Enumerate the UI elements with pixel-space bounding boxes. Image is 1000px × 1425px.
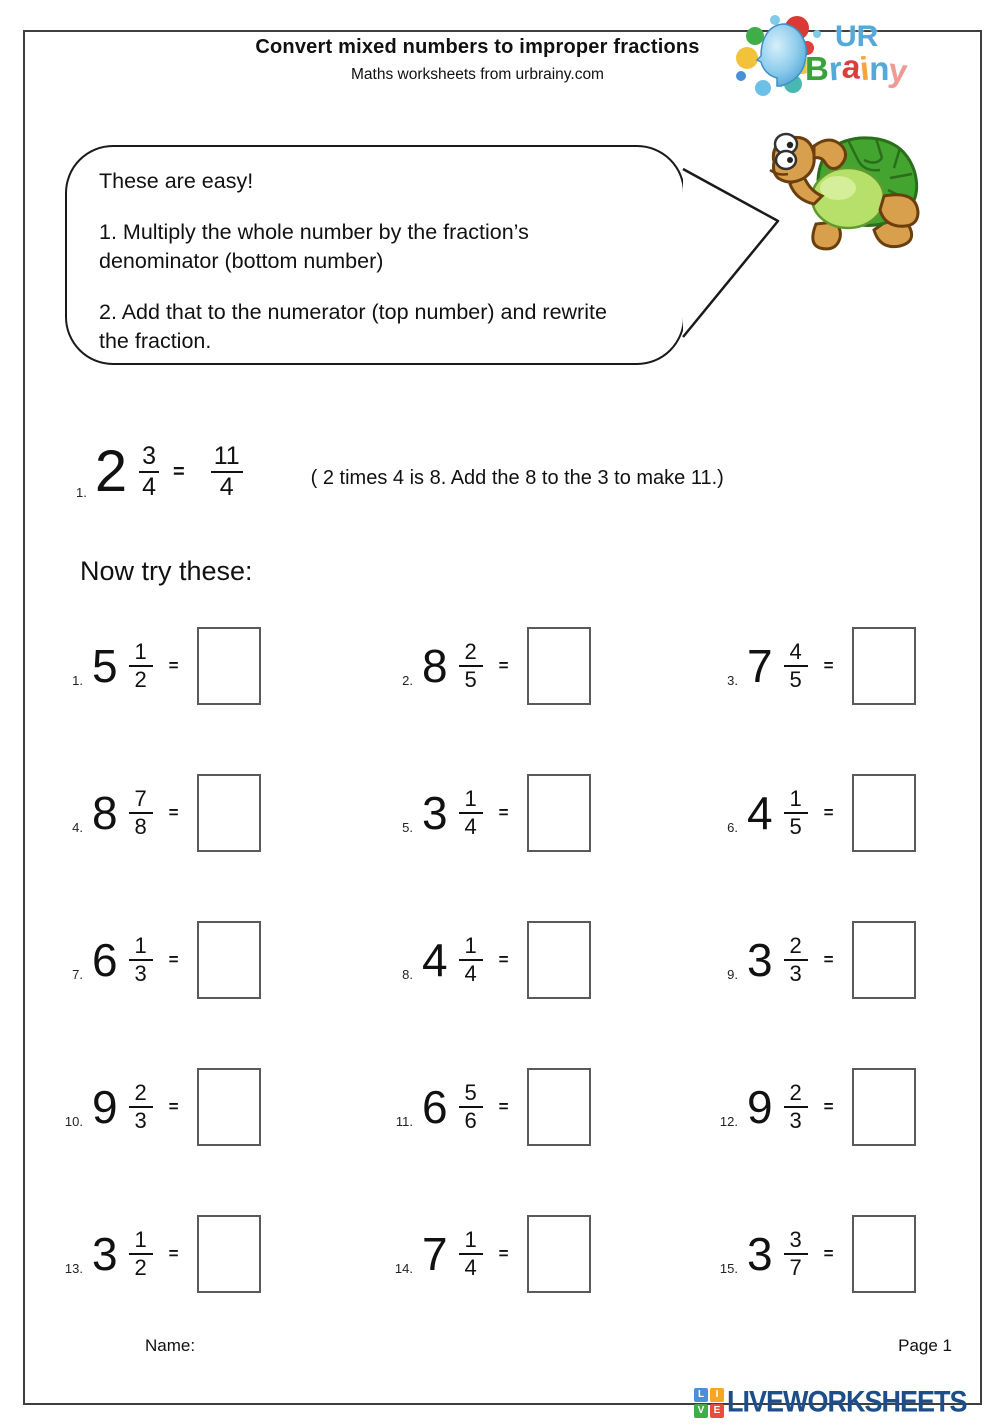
fraction-denominator: 4 xyxy=(219,473,234,501)
equals-sign: = xyxy=(168,1097,179,1116)
fraction-numerator: 2 xyxy=(789,933,802,958)
answer-box[interactable] xyxy=(852,774,916,852)
fraction-denominator: 3 xyxy=(789,961,802,986)
problem-fraction xyxy=(129,1082,153,1132)
problem-whole-number: 5 xyxy=(92,640,118,692)
fraction-denominator: 4 xyxy=(464,1255,477,1280)
brainy-letter: B xyxy=(805,50,829,87)
answer-box[interactable] xyxy=(852,1068,916,1146)
example-note: ( 2 times 4 is 8. Add the 8 to the 3 to make 11.) xyxy=(310,466,724,489)
page-subtitle: Maths worksheets from urbrainy.com xyxy=(351,66,604,83)
problem-number: 13. xyxy=(64,1260,83,1276)
problem-11 xyxy=(385,1057,710,1157)
problem-whole-number: 9 xyxy=(92,1081,118,1133)
equals-sign: = xyxy=(173,460,185,483)
problem-fraction xyxy=(459,1229,483,1279)
equals-sign: = xyxy=(168,803,179,822)
speech-bubble xyxy=(65,145,685,365)
urbrainy-logo xyxy=(733,12,938,104)
problem-number: 12. xyxy=(719,1113,738,1129)
problem-3 xyxy=(710,616,960,716)
brainy-letter: a xyxy=(840,47,862,86)
answer-box[interactable] xyxy=(527,627,591,705)
fraction-numerator: 11 xyxy=(213,442,240,470)
fraction-numerator: 7 xyxy=(134,786,147,811)
problem-number: 7. xyxy=(72,966,83,982)
answer-box[interactable] xyxy=(197,627,261,705)
fraction-numerator: 1 xyxy=(464,786,477,811)
answer-box[interactable] xyxy=(852,627,916,705)
problem-12 xyxy=(710,1057,960,1157)
grid-tile: L xyxy=(694,1388,708,1402)
fraction-numerator: 2 xyxy=(789,1080,802,1105)
problem-number: 9. xyxy=(727,966,738,982)
fraction-numerator: 2 xyxy=(134,1080,147,1105)
problem-whole-number: 7 xyxy=(422,1228,448,1280)
urbrainy-brainy-text xyxy=(805,47,910,90)
fraction-numerator: 2 xyxy=(464,639,477,664)
fraction-denominator: 5 xyxy=(464,667,477,692)
answer-box[interactable] xyxy=(197,1215,261,1293)
equals-sign: = xyxy=(823,950,834,969)
problem-13 xyxy=(40,1204,385,1304)
problem-number: 15. xyxy=(719,1260,738,1276)
equals-sign: = xyxy=(498,1097,509,1116)
example-fraction xyxy=(139,444,159,500)
problem-6 xyxy=(710,763,960,863)
problem-whole-number: 3 xyxy=(422,787,448,839)
problem-fraction xyxy=(459,641,483,691)
answer-box[interactable] xyxy=(527,1068,591,1146)
problem-fraction xyxy=(459,1082,483,1132)
example-result-fraction xyxy=(211,444,243,500)
fraction-numerator: 1 xyxy=(134,1227,147,1252)
speech-bubble-tail xyxy=(681,155,783,345)
fraction-denominator: 6 xyxy=(464,1108,477,1133)
problem-fraction xyxy=(784,935,808,985)
problem-number: 10. xyxy=(64,1113,83,1129)
brainy-letter: y xyxy=(887,51,910,90)
answer-box[interactable] xyxy=(852,1215,916,1293)
fraction-denominator: 3 xyxy=(134,961,147,986)
problem-1 xyxy=(40,616,385,716)
problem-15 xyxy=(710,1204,960,1304)
problem-fraction xyxy=(784,641,808,691)
brainy-letter: n xyxy=(869,50,890,87)
fraction-numerator: 3 xyxy=(789,1227,802,1252)
problem-number: 8. xyxy=(402,966,413,982)
problem-number: 6. xyxy=(727,819,738,835)
problem-whole-number: 9 xyxy=(747,1081,773,1133)
brainy-letter: r xyxy=(827,49,843,88)
problem-whole-number: 6 xyxy=(422,1081,448,1133)
equals-sign: = xyxy=(498,950,509,969)
problem-fraction xyxy=(129,641,153,691)
answer-box[interactable] xyxy=(197,1068,261,1146)
page-title: Convert mixed numbers to improper fractions xyxy=(255,36,700,58)
fraction-numerator: 5 xyxy=(464,1080,477,1105)
equals-sign: = xyxy=(168,1244,179,1263)
problem-7 xyxy=(40,910,385,1010)
fraction-numerator: 1 xyxy=(789,786,802,811)
fraction-numerator: 1 xyxy=(464,1227,477,1252)
problem-whole-number: 8 xyxy=(422,640,448,692)
problem-whole-number: 7 xyxy=(747,640,773,692)
worked-example xyxy=(76,439,724,504)
grid-tile: V xyxy=(694,1404,708,1418)
page-number-label: Page 1 xyxy=(898,1336,952,1355)
fraction-denominator: 4 xyxy=(142,473,157,501)
problem-fraction xyxy=(459,788,483,838)
equals-sign: = xyxy=(498,803,509,822)
problem-number: 1. xyxy=(72,672,83,688)
problem-number: 5. xyxy=(402,819,413,835)
problem-number: 3. xyxy=(727,672,738,688)
fraction-denominator: 2 xyxy=(134,1255,147,1280)
fraction-numerator: 1 xyxy=(134,639,147,664)
bubble-intro: These are easy! xyxy=(99,169,254,193)
equals-sign: = xyxy=(498,1244,509,1263)
problem-14 xyxy=(385,1204,710,1304)
answer-box[interactable] xyxy=(197,921,261,999)
problem-number: 11. xyxy=(395,1113,413,1129)
answer-box[interactable] xyxy=(527,774,591,852)
answer-box[interactable] xyxy=(527,921,591,999)
liveworksheets-grid-icon xyxy=(694,1388,724,1418)
problem-fraction xyxy=(129,935,153,985)
fraction-denominator: 4 xyxy=(464,961,477,986)
problem-fraction xyxy=(784,1229,808,1279)
problem-fraction xyxy=(129,1229,153,1279)
fraction-denominator: 4 xyxy=(464,814,477,839)
problem-whole-number: 3 xyxy=(747,1228,773,1280)
problem-5 xyxy=(385,763,710,863)
fraction-denominator: 3 xyxy=(789,1108,802,1133)
fraction-denominator: 5 xyxy=(789,667,802,692)
problem-whole-number: 4 xyxy=(422,934,448,986)
fraction-numerator: 4 xyxy=(789,639,802,664)
problem-fraction xyxy=(784,1082,808,1132)
name-label: Name: xyxy=(145,1336,196,1355)
problem-fraction xyxy=(459,935,483,985)
instruction-text: Now try these: xyxy=(80,556,253,586)
fraction-numerator: 1 xyxy=(134,933,147,958)
problem-10 xyxy=(40,1057,385,1157)
problem-2 xyxy=(385,616,710,716)
equals-sign: = xyxy=(823,803,834,822)
liveworksheets-logo xyxy=(694,1387,967,1418)
problem-whole-number: 8 xyxy=(92,787,118,839)
grid-tile: E xyxy=(710,1404,724,1418)
bubble-step-1: 1. Multiply the whole number by the fraction’s denominator (bottom number) xyxy=(99,220,529,274)
problem-number: 2. xyxy=(402,672,413,688)
equals-sign: = xyxy=(168,656,179,675)
example-number: 1. xyxy=(76,484,87,500)
problem-8 xyxy=(385,910,710,1010)
fraction-denominator: 5 xyxy=(789,814,802,839)
problem-whole-number: 3 xyxy=(92,1228,118,1280)
fraction-denominator: 7 xyxy=(789,1255,802,1280)
problem-fraction xyxy=(129,788,153,838)
fraction-denominator: 2 xyxy=(134,667,147,692)
equals-sign: = xyxy=(498,656,509,675)
problem-whole-number: 3 xyxy=(747,934,773,986)
problem-whole-number: 4 xyxy=(747,787,773,839)
equals-sign: = xyxy=(823,656,834,675)
problems-grid xyxy=(40,616,960,1351)
urbrainy-ur-text: UR xyxy=(835,20,879,53)
grid-tile: I xyxy=(710,1388,724,1402)
liveworksheets-wordmark: LIVEWORKSHEETS xyxy=(727,1385,967,1419)
equals-sign: = xyxy=(823,1097,834,1116)
bubble-step-2: 2. Add that to the numerator (top number) and rewrite the fraction. xyxy=(99,300,607,354)
fraction-numerator: 3 xyxy=(142,442,157,470)
problem-fraction xyxy=(784,788,808,838)
fraction-denominator: 3 xyxy=(134,1108,147,1133)
problem-4 xyxy=(40,763,385,863)
problem-number: 4. xyxy=(72,819,83,835)
fraction-numerator: 1 xyxy=(464,933,477,958)
answer-box[interactable] xyxy=(852,921,916,999)
answer-box[interactable] xyxy=(197,774,261,852)
example-whole-number: 2 xyxy=(94,439,128,504)
problem-9 xyxy=(710,910,960,1010)
problem-whole-number: 6 xyxy=(92,934,118,986)
answer-box[interactable] xyxy=(527,1215,591,1293)
brainy-letter: i xyxy=(858,49,872,88)
equals-sign: = xyxy=(168,950,179,969)
fraction-denominator: 8 xyxy=(134,814,147,839)
problem-number: 14. xyxy=(394,1260,413,1276)
equals-sign: = xyxy=(823,1244,834,1263)
